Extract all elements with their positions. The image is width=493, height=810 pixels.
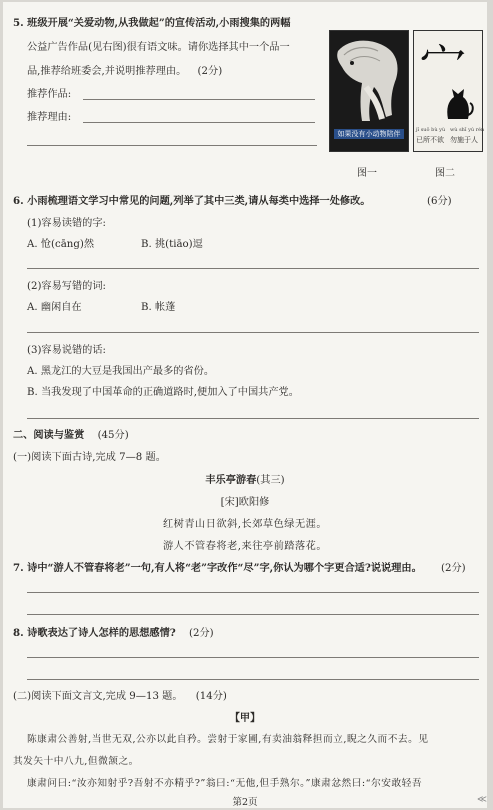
answer-line <box>83 99 315 100</box>
poster-2-pinyin-left: jǐ suǒ bù yù <box>416 127 446 133</box>
answer-line <box>27 679 479 680</box>
passage-jia-label: 【甲】 <box>229 712 261 724</box>
poster-2-pinyin-right: wù shī yú rén <box>450 127 485 133</box>
q5-line3 <box>27 62 222 77</box>
poster-2-character: 宀 <box>420 37 466 91</box>
q5-score: (2分) <box>197 66 223 77</box>
poster-2-slogan-right: 勿施于人 <box>450 136 478 144</box>
q5-line3-text: 品,推荐给班委会,并说明推荐理由。 <box>27 66 187 77</box>
part-2-score: (14分) <box>195 691 227 702</box>
answer-line <box>83 122 315 123</box>
q6-cat3-a: A. 黑龙江的大豆是我国出产最多的省份。 <box>27 366 215 377</box>
passage-line-1: 陈康肃公善射,当世无双,公亦以此自矜。尝射于家圃,有卖油翁释担而立,睨之久而不去。见 <box>27 734 429 745</box>
answer-line <box>27 657 479 658</box>
part-2-heading <box>13 687 227 702</box>
figure-1-caption: 图一 <box>357 168 377 179</box>
answer-line <box>27 145 317 146</box>
poem-line-2: 游人不管春将老,来往亭前踏落花。 <box>162 541 328 552</box>
q5-line2: 公益广告作品(见右图)很有语文味。请你选择其中一个品一 <box>27 42 290 53</box>
figure-2-caption: 图二 <box>435 168 455 179</box>
q8-heading <box>13 624 214 639</box>
poster-1-slogan: 如果没有小动物陪伴 <box>334 129 404 139</box>
q6-cat3: (3)容易说错的话: <box>27 345 106 356</box>
answer-line <box>27 332 479 333</box>
q7-stem: 7. 诗中“游人不管春将老”一句,有人将“老”字改作“尽”字,你认为哪个字更合适?说说理由。 <box>13 562 422 574</box>
corner-mark: ≪ <box>477 794 487 805</box>
passage-line-3: 康肃问曰:“汝亦知射乎?吾射不亦精乎?”翁曰:“无他,但手熟尔。”康肃忿然曰:“尔安敢轻吾 <box>27 778 423 789</box>
q6-cat2-b: B. 帐蓬 <box>141 302 176 313</box>
passage-line-2: 其发矢十中八九,但微颔之。 <box>13 756 139 767</box>
q6-cat2-a: A. 幽闲自在 <box>27 302 82 313</box>
q6-cat1-a: A. 怆(cāng)然 <box>27 239 95 250</box>
section-2-title: 二、阅读与鉴赏 <box>13 429 85 441</box>
answer-line <box>27 268 479 269</box>
q6-cat1: (1)容易读错的字: <box>27 218 106 229</box>
answer-line <box>27 418 479 419</box>
poem-author: [宋]欧阳修 <box>220 497 270 508</box>
poem-title: 丰乐亭游春 <box>205 474 257 486</box>
poem-heading <box>3 471 487 486</box>
part-2-instruction: (二)阅读下面文言文,完成 9—13 题。 <box>13 691 183 702</box>
answer-line <box>27 592 479 593</box>
q5-label-work: 推荐作品: <box>27 89 72 100</box>
poster-2-slogan-left: 已所不欲 <box>416 136 444 144</box>
q6-stem <box>13 192 370 207</box>
q6-cat2: (2)容易写错的词: <box>27 281 106 292</box>
q6-cat3-b: B. 当我发现了中国革命的正确道路时,便加入了中国共产党。 <box>27 387 299 398</box>
poster-figure-1 <box>329 30 409 152</box>
part-1-instruction: (一)阅读下面古诗,完成 7—8 题。 <box>13 452 166 463</box>
q7-score: (2分) <box>441 563 466 574</box>
section-2-heading <box>13 426 129 441</box>
q8-score: (2分) <box>189 628 214 639</box>
q6-cat1-b: B. 挑(tiāo)逗 <box>141 239 203 250</box>
cat-icon <box>442 85 474 121</box>
answer-line <box>27 614 479 615</box>
exam-page <box>3 2 487 808</box>
poem-line-1: 红树青山日欲斜,长郊草色绿无涯。 <box>162 519 328 530</box>
q6-score: (6分) <box>427 196 452 207</box>
poster-figure-2 <box>413 30 483 152</box>
q5-line1: 5. 班级开展“关爱动物,从我做起”的宣传活动,小雨搜集的两幅 <box>13 17 291 29</box>
poem-subtitle: (其三) <box>256 475 285 486</box>
q6-stem-text: 6. 小雨梳理语文学习中常见的问题,列举了其中三类,请从每类中选择一处修改。 <box>13 195 371 207</box>
section-2-score: (45分) <box>97 430 129 441</box>
q8-stem: 8. 诗歌表达了诗人怎样的思想感情? <box>13 627 176 639</box>
q5-label-reason: 推荐理由: <box>27 112 72 123</box>
page-number: 第2页 <box>232 797 258 808</box>
